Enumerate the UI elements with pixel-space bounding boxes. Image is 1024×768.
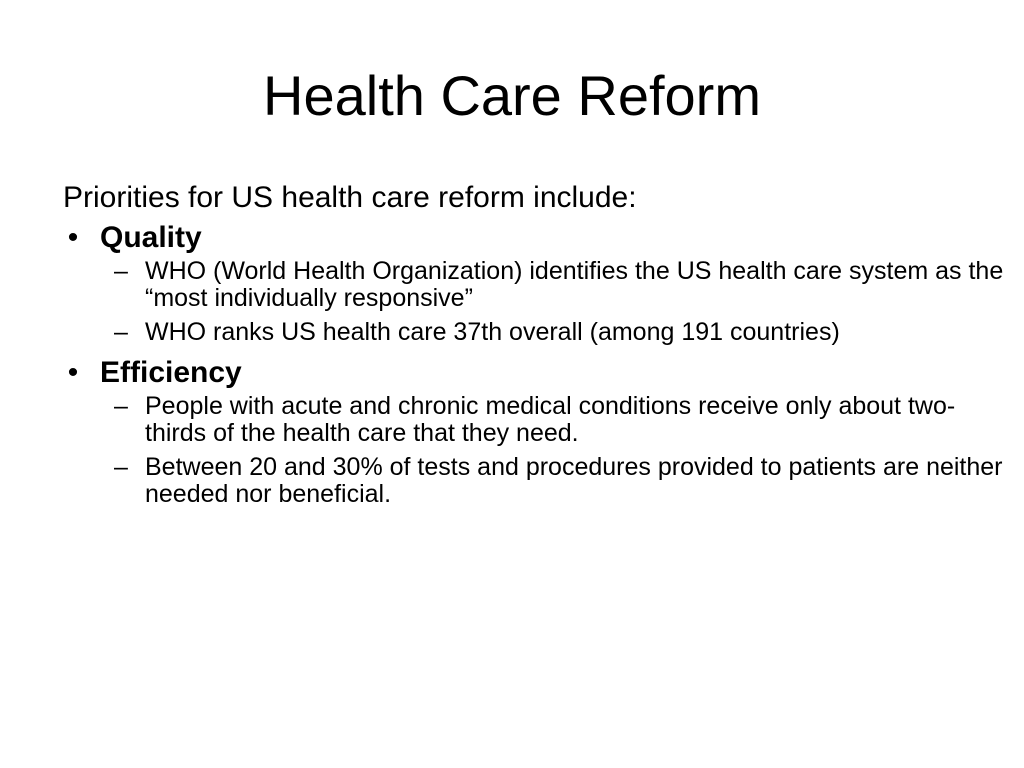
dash-icon: – — [114, 392, 128, 420]
sub-point — [114, 319, 1005, 346]
sub-point-text: Between 20 and 30% of tests and procedures provided to patients are neither needed nor beneficial. — [145, 453, 1003, 508]
sub-point-list — [114, 392, 1003, 508]
sub-point-text: People with acute and chronic medical conditions receive only about two-thirds of the health care that they need. — [145, 392, 956, 447]
priority-list — [63, 218, 1004, 508]
dash-icon: – — [114, 257, 128, 285]
bullet-icon: • — [67, 356, 79, 389]
intro-text: Priorities for US health care reform include: — [63, 181, 637, 214]
dash-icon: – — [114, 318, 128, 346]
slide-title: Health Care Reform — [263, 64, 761, 127]
priority-item-efficiency — [63, 353, 1003, 508]
bullet-icon: • — [67, 221, 79, 254]
dash-icon: – — [114, 453, 128, 481]
sub-point-list — [114, 257, 1004, 346]
priority-label: Efficiency — [100, 356, 242, 389]
sub-point-text: WHO (World Health Organization) identifies the US health care system as the “most individually responsive” — [145, 257, 1004, 312]
sub-point — [114, 393, 1005, 447]
slide-body — [63, 178, 1004, 515]
sub-point-text: WHO ranks US health care 37th overall (among 191 countries) — [145, 318, 840, 346]
priority-item-quality — [63, 218, 1004, 346]
sub-point — [114, 454, 1005, 508]
sub-point — [114, 258, 1005, 312]
priority-label: Quality — [100, 221, 202, 254]
